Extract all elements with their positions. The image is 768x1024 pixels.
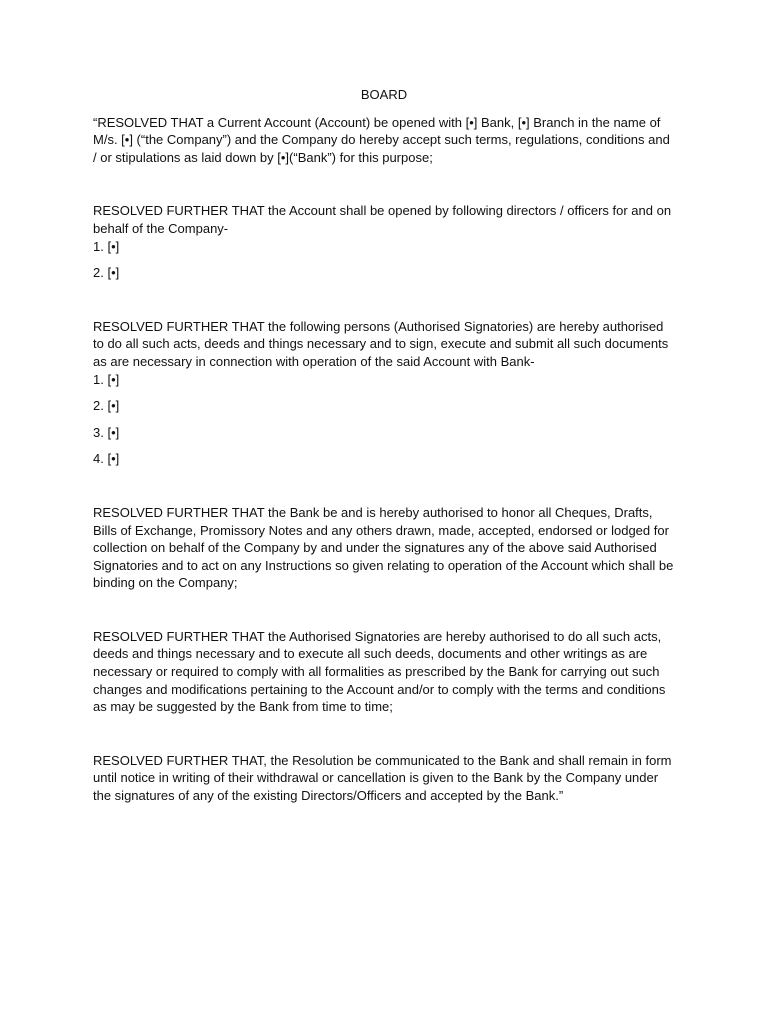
list-item: 2. [•] [93,265,120,281]
list-item: 2. [•] [93,398,120,414]
directors-list [93,238,675,282]
list-item: 3. [•] [93,424,120,440]
resolution-paragraph-account-opening: “RESOLVED THAT a Current Account (Account) be opened with [•] Bank, [•] Branch in the name of M/s. [•] (“the Company”) and the Company do hereby accept such terms, regulations, conditions and / or stipulations as laid down by [•](“Bank”) for this purpose; [93,114,670,165]
signatories-list [93,371,675,468]
document-title: BOARD [360,87,408,102]
list-item: 4. [•] [93,451,120,467]
resolution-paragraph-communication: RESOLVED FURTHER THAT, the Resolution be communicated to the Bank and shall remain in form until notice in writing of their withdrawal or cancellation is given to the Bank by the Company under the signatures of any of the existing Directors/Officers and accepted by the Bank.” [93,752,672,804]
document-body [93,86,675,805]
list-item: 1. [•] [93,371,120,387]
resolution-paragraph-signatories-acts: RESOLVED FURTHER THAT the Authorised Signatories are hereby authorised to do all such acts, deeds and things necessary and to execute all such deeds, documents and other writings as are necessary or required to comply with all formalities as prescribed by the Bank for carrying out such changes and modifications pertaining to the Account and/or to comply with the terms and conditions as may be suggested by the Bank from time to time; [93,628,666,715]
resolution-paragraph-bank-authorisation: RESOLVED FURTHER THAT the Bank be and is hereby authorised to honor all Cheques, Drafts, Bills of Exchange, Promissory Notes and any others drawn, made, accepted, endorsed or lodged for collection on behalf of the Company by and under the signatures any of the above said Authorised Signatories and to act on any Instructions so given relating to operation of the Account which shall be binding on the Company; [93,504,674,591]
resolution-paragraph-directors: RESOLVED FURTHER THAT the Account shall be opened by following directors / officers for and on behalf of the Company- [93,203,672,236]
resolution-paragraph-authorised-signatories: RESOLVED FURTHER THAT the following persons (Authorised Signatories) are hereby authorised to do all such acts, deeds and things necessary and to sign, execute and submit all such documents as are necessary in connection with operation of the said Account with Bank- [93,318,669,369]
list-item: 1. [•] [93,238,120,254]
